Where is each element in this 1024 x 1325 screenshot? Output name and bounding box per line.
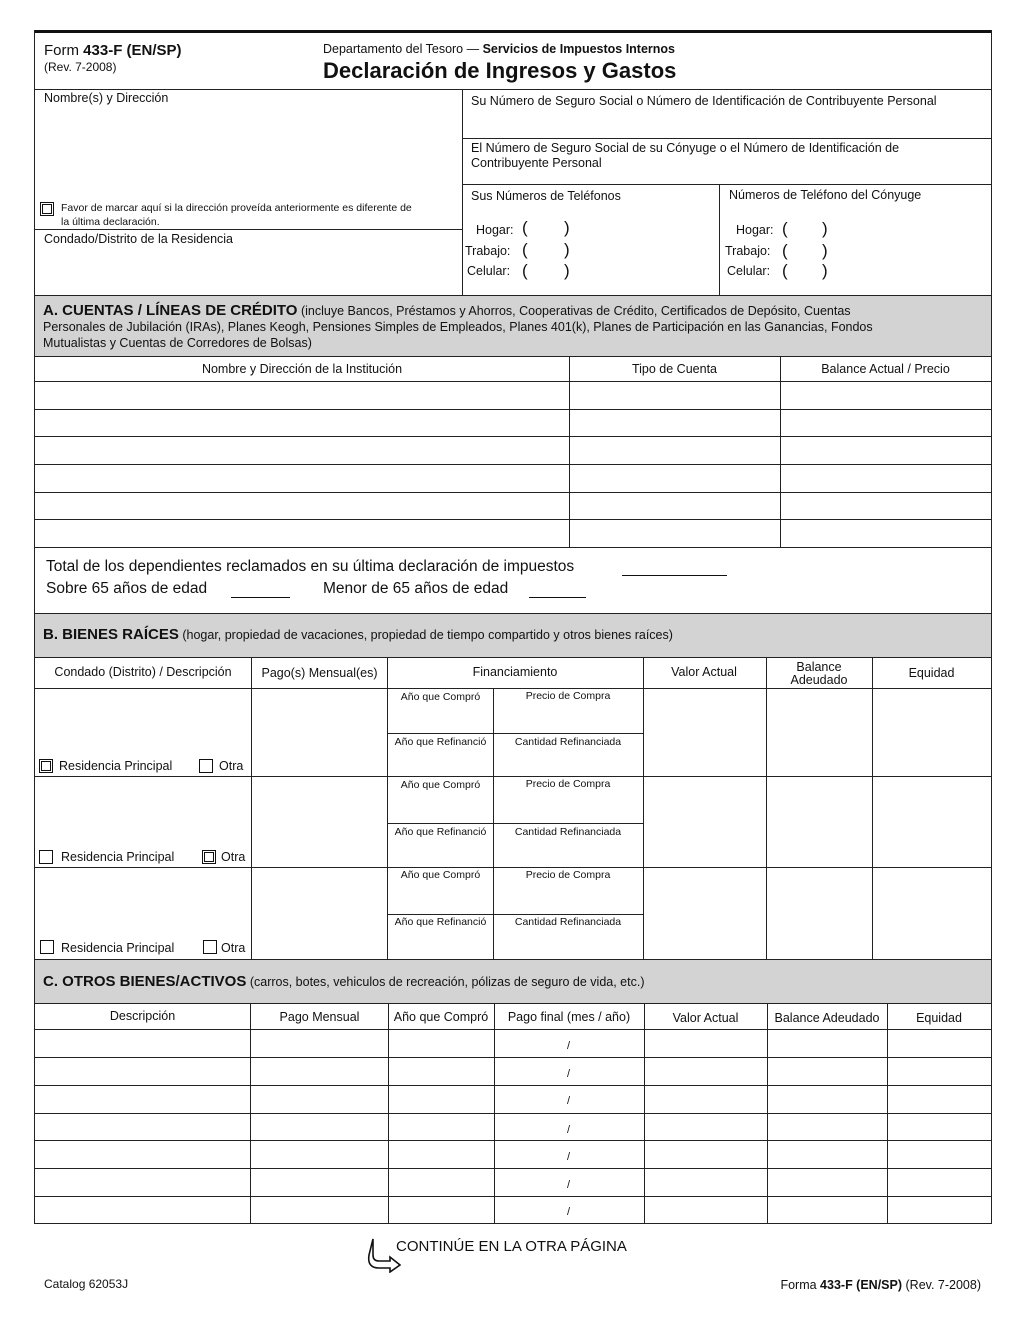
section-b-colhead-rule bbox=[34, 688, 992, 689]
form-revision: (Rev. 7-2008) bbox=[44, 60, 117, 74]
ssn-rule bbox=[462, 138, 992, 139]
col-monthly-payments: Pago(s) Mensual(es) bbox=[261, 666, 378, 680]
section-b-col-divider bbox=[766, 657, 767, 959]
section-c-row-rule bbox=[34, 1168, 992, 1169]
year-bought-label: Año que Compró bbox=[400, 869, 481, 881]
dependents-label: Total de los dependientes reclamados en su última declaración de impuestos bbox=[46, 558, 575, 575]
amount-refinanced-label: Cantidad Refinanciada bbox=[514, 826, 622, 838]
frame-right bbox=[991, 30, 992, 1224]
other-property-label: Otra bbox=[221, 850, 246, 864]
primary-residence-checkbox[interactable] bbox=[39, 850, 53, 864]
section-c-row-rule bbox=[34, 1085, 992, 1086]
spouse-phones-label: Números de Teléfono del Cónyuge bbox=[729, 188, 922, 202]
spouse-cell-open: ( bbox=[782, 261, 788, 280]
section-b-header-bottom bbox=[34, 657, 992, 658]
financing-subrule bbox=[387, 733, 643, 734]
final-payment-slash: / bbox=[567, 1151, 571, 1163]
personal-divider bbox=[462, 89, 463, 295]
other-property-checkbox[interactable] bbox=[199, 759, 213, 773]
section-c-header-bottom bbox=[34, 1003, 992, 1004]
spouse-cell-label: Celular: bbox=[727, 264, 771, 278]
col-asset-balance: Balance Adeudado bbox=[774, 1011, 880, 1025]
under-65-field[interactable] bbox=[529, 597, 586, 598]
dependents-total-field[interactable] bbox=[622, 575, 727, 576]
final-payment-slash: / bbox=[567, 1179, 571, 1191]
phones-label: Sus Números de Teléfonos bbox=[471, 189, 621, 203]
spouse-ssn-label-2: Contribuyente Personal bbox=[471, 156, 602, 170]
section-b-col-divider bbox=[251, 657, 252, 959]
year-refinanced-label: Año que Refinanció bbox=[394, 736, 487, 748]
purchase-price-label: Precio de Compra bbox=[525, 690, 611, 702]
final-payment-slash: / bbox=[567, 1206, 571, 1218]
department-line: Departamento del Tesoro — Servicios de Impuestos Internos bbox=[323, 42, 676, 56]
spouse-ssn-label-1: El Número de Seguro Social de su Cónyuge o el Número de Identificación de bbox=[471, 141, 900, 155]
ssn-label: Su Número de Seguro Social o Número de Identificación de Contribuyente Personal bbox=[471, 94, 937, 108]
over-65-label: Sobre 65 años de edad bbox=[46, 580, 208, 597]
spouse-work-open: ( bbox=[782, 241, 788, 260]
amount-refinanced-label: Cantidad Refinanciada bbox=[514, 916, 622, 928]
final-payment-slash: / bbox=[567, 1095, 571, 1107]
section-a-header-bottom bbox=[34, 356, 992, 357]
continue-text: CONTINÚE EN LA OTRA PÁGINA bbox=[396, 1238, 627, 1255]
other-property-label: Otra bbox=[219, 759, 244, 773]
col-asset-value: Valor Actual bbox=[672, 1011, 739, 1025]
final-payment-slash: / bbox=[567, 1068, 571, 1080]
home-phone-open: ( bbox=[522, 218, 528, 237]
address-changed-text-1: Favor de marcar aquí si la dirección proveída anteriormente es diferente de bbox=[61, 202, 412, 214]
year-bought-label: Año que Compró bbox=[400, 779, 481, 791]
spouse-home-open: ( bbox=[782, 219, 788, 238]
col-current-value: Valor Actual bbox=[671, 665, 737, 679]
cell-phone-open: ( bbox=[522, 261, 528, 280]
col-equity: Equidad bbox=[908, 666, 955, 680]
primary-residence-checkbox[interactable] bbox=[40, 940, 54, 954]
col-asset-year: Año que Compró bbox=[393, 1010, 489, 1024]
section-a-row-rule bbox=[34, 409, 992, 410]
amount-refinanced-label: Cantidad Refinanciada bbox=[514, 736, 622, 748]
other-property-label: Otra bbox=[221, 941, 246, 955]
spouse-home-close: ) bbox=[822, 219, 828, 238]
primary-residence-label: Residencia Principal bbox=[61, 850, 175, 864]
spouse-work-label: Trabajo: bbox=[725, 244, 771, 258]
property-row-rule bbox=[34, 776, 992, 777]
col-account-type: Tipo de Cuenta bbox=[631, 362, 717, 376]
col-balance-owed-1: Balance bbox=[796, 660, 842, 674]
home-phone-close: ) bbox=[564, 218, 570, 237]
section-b-title: B. BIENES RAÍCES (hogar, propiedad de vacaciones, propiedad de tiempo compartido y otros bienes raíces) bbox=[43, 626, 673, 643]
final-payment-slash: / bbox=[567, 1040, 571, 1052]
section-c-row-rule bbox=[34, 1140, 992, 1141]
name-address-label: Nombre(s) y Dirección bbox=[44, 91, 169, 105]
primary-residence-checkbox[interactable] bbox=[39, 759, 53, 773]
section-a-top-rule bbox=[34, 295, 992, 296]
section-a-row-rule bbox=[34, 519, 992, 520]
spouse-work-close: ) bbox=[822, 241, 828, 260]
col-current-balance: Balance Actual / Precio bbox=[821, 362, 950, 376]
col-balance-owed-2: Adeudado bbox=[790, 673, 848, 687]
year-refinanced-label: Año que Refinanció bbox=[394, 916, 487, 928]
section-c-row-rule bbox=[34, 1057, 992, 1058]
spouse-cell-close: ) bbox=[822, 261, 828, 280]
other-property-checkbox[interactable] bbox=[202, 850, 216, 864]
cell-phone-close: ) bbox=[564, 261, 570, 280]
col-asset-monthly: Pago Mensual bbox=[279, 1010, 360, 1024]
purchase-price-label: Precio de Compra bbox=[525, 778, 611, 790]
section-a-row-rule bbox=[34, 464, 992, 465]
section-a-row-rule bbox=[34, 436, 992, 437]
header-bottom-rule bbox=[34, 89, 992, 90]
address-changed-checkbox[interactable] bbox=[40, 202, 54, 216]
other-property-checkbox[interactable] bbox=[203, 940, 217, 954]
section-a-title: A. CUENTAS / LÍNEAS DE CRÉDITO (incluye Bancos, Préstamos y Ahorros, Cooperativas de Crédito, Certificados de Depósito, Cuentas bbox=[43, 302, 851, 319]
section-a-row-rule bbox=[34, 381, 992, 382]
section-c-row-rule bbox=[34, 1196, 992, 1197]
section-c-bottom-rule bbox=[34, 1223, 992, 1224]
work-phone-close: ) bbox=[564, 240, 570, 259]
purchase-price-label: Precio de Compra bbox=[525, 869, 611, 881]
col-institution: Nombre y Dirección de la Institución bbox=[201, 362, 403, 376]
home-phone-label: Hogar: bbox=[476, 223, 514, 237]
col-asset-equity: Equidad bbox=[916, 1011, 962, 1025]
footer-form-number: Forma 433-F (EN/SP) (Rev. 7-2008) bbox=[780, 1278, 981, 1292]
year-bought-label: Año que Compró bbox=[400, 691, 481, 703]
financing-subrule bbox=[387, 914, 643, 915]
final-payment-slash: / bbox=[567, 1124, 571, 1136]
cell-phone-label: Celular: bbox=[467, 264, 511, 278]
work-phone-label: Trabajo: bbox=[465, 244, 511, 258]
section-c-row-rule bbox=[34, 1029, 992, 1030]
address-changed-text-2: la última declaración. bbox=[61, 216, 160, 228]
property-row-rule bbox=[34, 867, 992, 868]
section-a-row-rule bbox=[34, 547, 992, 548]
primary-residence-label: Residencia Principal bbox=[59, 759, 173, 773]
section-b-col-divider bbox=[872, 657, 873, 959]
section-b-col-divider bbox=[643, 657, 644, 959]
county-rule bbox=[34, 229, 462, 230]
col-asset-description: Descripción bbox=[109, 1009, 176, 1023]
financing-subrule bbox=[387, 823, 643, 824]
section-a-row-rule bbox=[34, 492, 992, 493]
spouse-ssn-rule bbox=[462, 184, 992, 185]
year-refinanced-label: Año que Refinanció bbox=[394, 826, 487, 838]
catalog-number: Catalog 62053J bbox=[44, 1277, 129, 1291]
page-title: Declaración de Ingresos y Gastos bbox=[323, 58, 677, 83]
col-county-description: Condado (Distrito) / Descripción bbox=[54, 665, 232, 679]
form-number: Form 433-F (EN/SP) bbox=[44, 42, 182, 59]
section-c-title: C. OTROS BIENES/ACTIVOS (carros, botes, vehiculos de recreación, pólizas de seguro de vida, etc.) bbox=[43, 973, 645, 990]
spouse-home-label: Hogar: bbox=[736, 223, 774, 237]
phones-divider bbox=[719, 184, 720, 295]
section-a-desc-3: Mutualistas y Cuentas de Corredores de Bolsas) bbox=[43, 336, 312, 350]
over-65-field[interactable] bbox=[231, 597, 290, 598]
section-a-desc-2: Personales de Jubilación (IRAs), Planes Keogh, Pensiones Simples de Empleados, Planes 401(k), Planes de Participación en las Ganancias, Fondos bbox=[43, 320, 873, 334]
county-label: Condado/Distrito de la Residencia bbox=[44, 232, 233, 246]
col-financing: Financiamiento bbox=[472, 665, 558, 679]
work-phone-open: ( bbox=[522, 240, 528, 259]
primary-residence-label: Residencia Principal bbox=[61, 941, 175, 955]
col-asset-final-payment: Pago final (mes / año) bbox=[507, 1010, 631, 1024]
top-rule bbox=[34, 30, 992, 33]
section-c-row-rule bbox=[34, 1113, 992, 1114]
under-65-label: Menor de 65 años de edad bbox=[323, 580, 509, 597]
